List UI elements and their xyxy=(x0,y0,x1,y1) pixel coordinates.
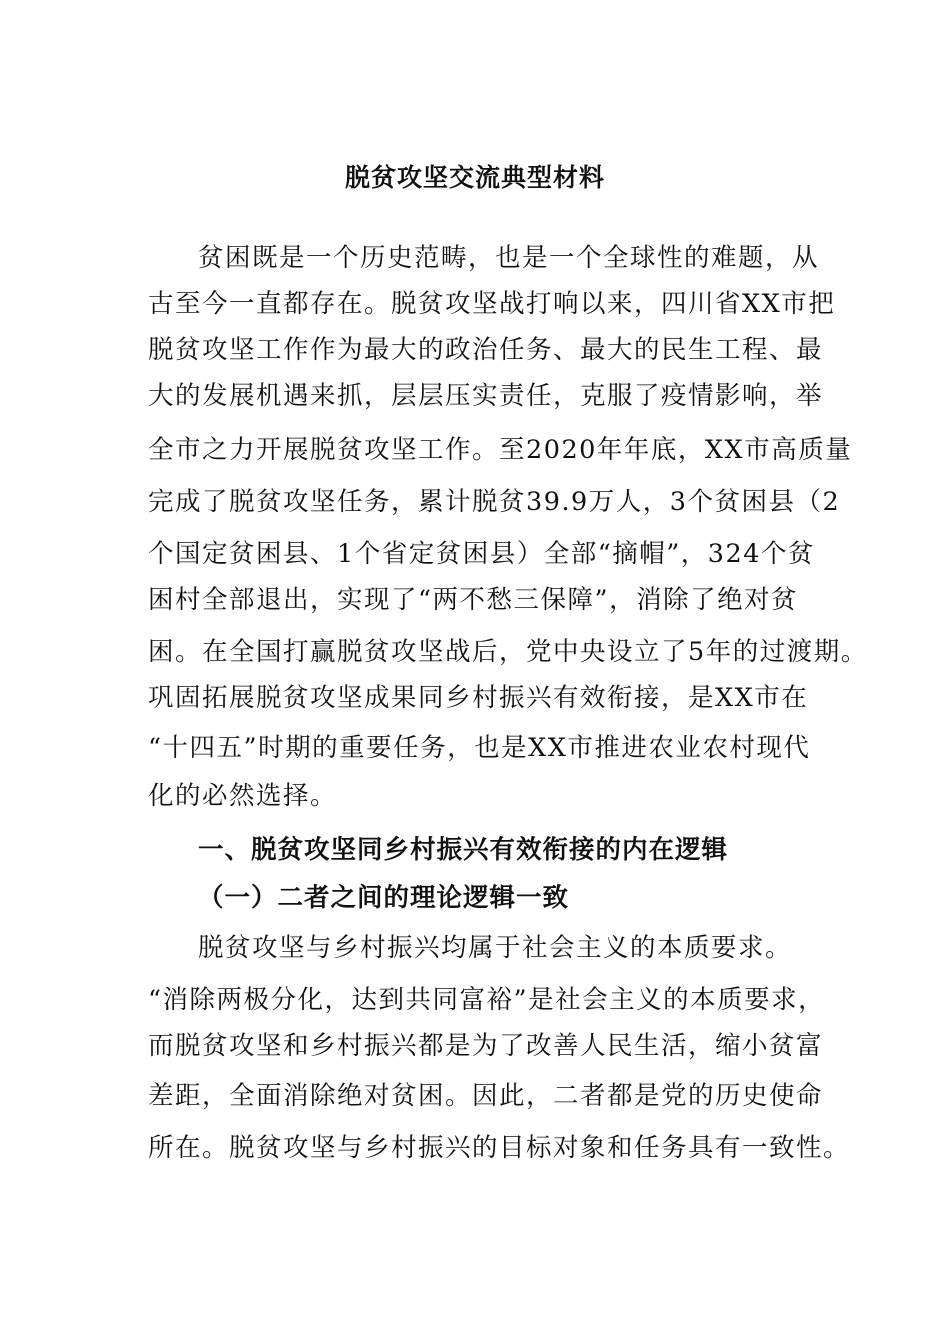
paragraph-line: 而脱贫攻坚和乡村振兴都是为了改善人民生活，缩小贫富 xyxy=(148,1031,824,1061)
paragraph-line: 古至今一直都存在。脱贫攻坚战打响以来，四川省XX市把 xyxy=(148,289,836,319)
section-heading: 一、脱贫攻坚同乡村振兴有效衔接的内在逻辑 xyxy=(198,835,729,865)
paragraph-line: 个国定贫困县、1个省定贫困县）全部“摘帽”，324个贫 xyxy=(148,539,815,569)
document-title: 脱贫攻坚交流典型材料 xyxy=(344,163,605,192)
subsection-heading: （一）二者之间的理论逻辑一致 xyxy=(198,883,570,913)
paragraph-line: 脱贫攻坚与乡村振兴均属于社会主义的本质要求。 xyxy=(198,933,793,963)
paragraph-line: 巩固拓展脱贫攻坚成果同乡村振兴有效衔接，是XX市在 xyxy=(148,683,809,713)
paragraph-line: 贫困既是一个历史范畴，也是一个全球性的难题，从 xyxy=(198,243,820,273)
paragraph-line: “消除两极分化，达到共同富裕”是社会主义的本质要求， xyxy=(148,985,826,1015)
paragraph-line: 化的必然选择。 xyxy=(148,781,338,811)
paragraph-line: 脱贫攻坚工作作为最大的政治任务、最大的民生工程、最 xyxy=(148,335,824,365)
paragraph-line: 完成了脱贫攻坚任务，累计脱贫39.9万人，3个贫困县（2 xyxy=(148,487,841,517)
paragraph-line: 全市之力开展脱贫攻坚工作。至2020年年底，XX市高质量 xyxy=(148,435,853,465)
paragraph-line: 大的发展机遇来抓，层层压实责任，克服了疫情影响，举 xyxy=(148,381,824,411)
paragraph-line: “十四五”时期的重要任务，也是XX市推进农业农村现代 xyxy=(148,733,811,763)
paragraph-line: 困。在全国打赢脱贫攻坚战后，党中央设立了5年的过渡期。 xyxy=(148,637,868,667)
paragraph-line: 差距，全面消除绝对贫困。因此，二者都是党的历史使命 xyxy=(148,1081,824,1111)
paragraph-line: 所在。脱贫攻坚与乡村振兴的目标对象和任务具有一致性。 xyxy=(148,1133,851,1163)
paragraph-line: 困村全部退出，实现了“两不愁三保障”，消除了绝对贫 xyxy=(148,585,799,615)
